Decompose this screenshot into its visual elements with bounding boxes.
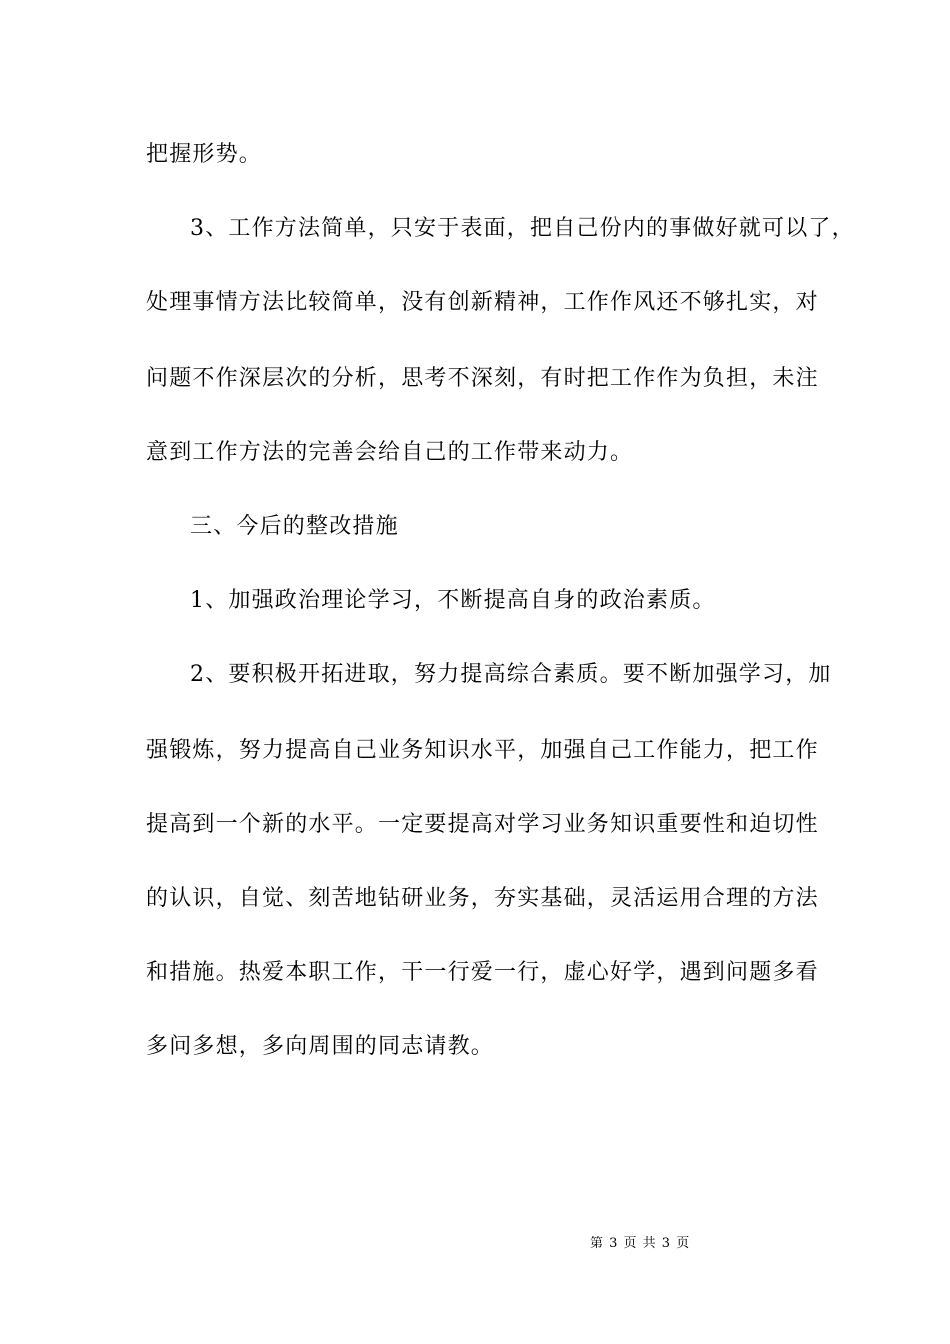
text-line: 强锻炼，努力提高自己业务知识水平，加强自己工作能力，把工作 bbox=[146, 738, 819, 763]
section-heading: 三、今后的整改措施 bbox=[190, 514, 399, 539]
text-line: 处理事情方法比较简单，没有创新精神，工作作风还不够扎实，对 bbox=[146, 290, 819, 315]
page-number-footer: 第 3 页 共 3 页 bbox=[590, 1236, 691, 1251]
text-line: 的认识，自觉、刻苦地钻研业务，夯实基础，灵活运用合理的方法 bbox=[146, 886, 819, 911]
text-line: 和措施。热爱本职工作，干一行爱一行，虚心好学，遇到问题多看 bbox=[146, 960, 819, 985]
text-line: 1、加强政治理论学习，不断提高自身的政治素质。 bbox=[190, 588, 716, 613]
text-line: 问题不作深层次的分析，思考不深刻，有时把工作作为负担，未注 bbox=[146, 366, 819, 391]
text-line: 把握形势。 bbox=[146, 142, 263, 167]
text-line: 多问多想，多向周围的同志请教。 bbox=[146, 1034, 495, 1059]
text-line: 2、要积极开拓进取，努力提高综合素质。要不断加强学习，加 bbox=[190, 662, 832, 687]
text-line: 意到工作方法的完善会给自己的工作带来动力。 bbox=[146, 440, 634, 465]
text-line: 提高到一个新的水平。一定要提高对学习业务知识重要性和迫切性 bbox=[146, 812, 819, 837]
text-line: 3、工作方法简单，只安于表面，把自己份内的事做好就可以了， bbox=[190, 216, 855, 241]
